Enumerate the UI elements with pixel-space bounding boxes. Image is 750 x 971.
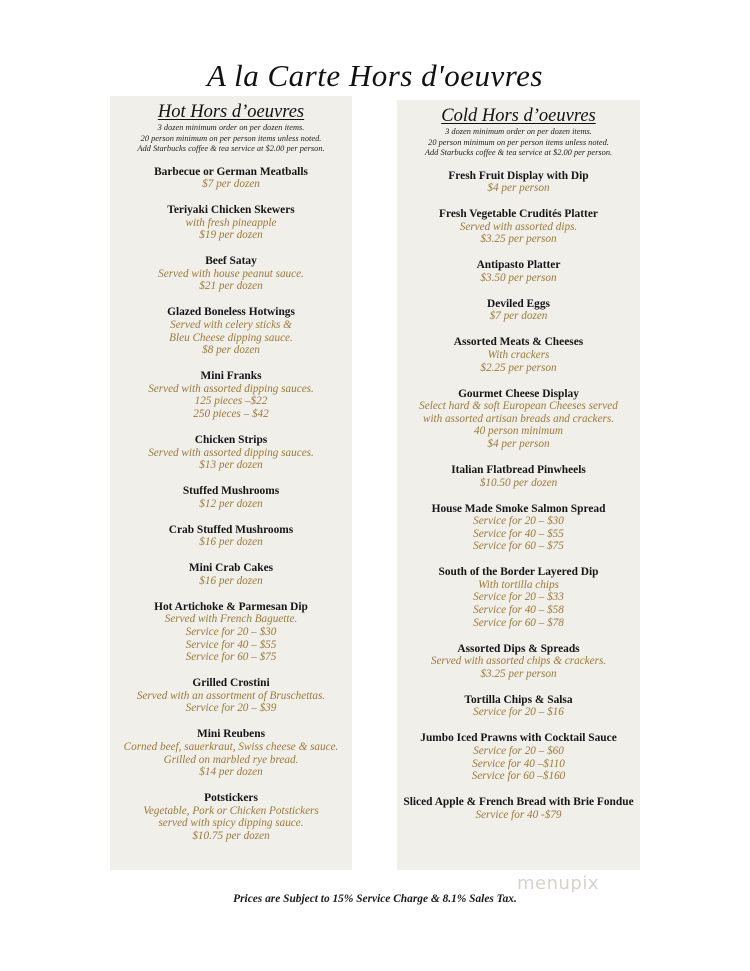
cold-note: 20 person minimum on per person items unless noted. — [428, 137, 609, 147]
menu-item-detail: With crackers — [487, 349, 550, 361]
cold-section-heading: Cold Hors d’oeuvres — [441, 106, 596, 126]
menu-item-detail: Service for 20 – $16 — [473, 706, 564, 719]
hot-hors-doeuvres-panel — [110, 96, 352, 870]
menu-item-detail: Service for 20 – $33 — [473, 591, 564, 604]
menu-item-detail: $16 per dozen — [199, 536, 263, 549]
menu-item-detail: Bleu Cheese dipping sauce. — [169, 331, 293, 344]
hot-note: 3 dozen minimum order on per dozen items. — [157, 123, 305, 132]
menu-item-name: South of the Border Layered Dip — [438, 566, 599, 579]
menu-item-detail: with assorted artisan breads and crackers. — [422, 412, 614, 425]
menu-item — [110, 677, 352, 715]
menu-item — [110, 306, 352, 356]
menu-item-name: Assorted Dips & Spreads — [457, 642, 580, 655]
menu-item-name: House Made Smoke Salmon Spread — [431, 502, 606, 515]
menu-item-name: Mini Reubens — [196, 728, 266, 741]
menu-item-detail: $12 per dozen — [199, 497, 263, 510]
menu-item — [397, 336, 640, 374]
menu-item-name: Teriyaki Chicken Skewers — [167, 204, 295, 217]
menu-item-detail: 125 pieces –$22 — [194, 395, 268, 408]
pricing-footnote: Prices are Subject to 15% Service Charge & 8.1% Sales Tax. — [233, 893, 517, 905]
menu-item — [110, 204, 352, 242]
menu-item — [397, 503, 640, 553]
menu-item-detail: $2.25 per person — [480, 361, 557, 374]
menu-item — [110, 792, 352, 842]
menu-item-detail: $3.50 per person — [480, 271, 557, 284]
menu-item — [397, 694, 640, 719]
page-title: A la Carte Hors d'oeuvres — [206, 58, 543, 93]
menu-item-detail: $21 per dozen — [199, 280, 263, 293]
menu-item — [110, 485, 352, 510]
menu-item — [110, 434, 352, 472]
cold-note: Add Starbucks coffee & tea service at $2.00 per person. — [424, 148, 613, 157]
menu-item-detail: Vegetable, Pork or Chicken Potstickers — [143, 804, 319, 817]
menu-item-detail: Service for 60 – $75 — [473, 540, 564, 553]
hot-note: 20 person minimum on per person items unless noted. — [140, 133, 322, 143]
menu-item-detail: Served with French Baguette. — [164, 613, 298, 626]
menu-item-detail: Served with celery sticks & — [170, 319, 292, 332]
menu-item-detail: Service for 40 – $55 — [473, 527, 564, 540]
menu-item-detail: $16 per dozen — [199, 574, 263, 587]
menu-item-detail: Corned beef, sauerkraut, Swiss cheese & sauce. — [123, 740, 339, 753]
menu-item-name: Chicken Strips — [194, 433, 268, 446]
menu-item-detail: Served with assorted dips. — [459, 220, 578, 233]
menu-item-detail: $10.50 per dozen — [479, 476, 558, 489]
menu-item — [397, 732, 640, 782]
menu-item-detail: $4 per person — [487, 182, 550, 195]
menu-item-name: Sliced Apple & French Bread with Brie Fondue — [403, 796, 634, 809]
menu-item-detail: Served with an assortment of Bruschettas. — [136, 689, 326, 702]
menu-item-detail: $7 per dozen — [489, 310, 548, 323]
menu-item-name: Hot Artichoke & Parmesan Dip — [154, 600, 308, 613]
menu-item-detail: Served with assorted dipping sauces. — [148, 382, 314, 395]
menu-item-detail: $10.75 per dozen — [192, 829, 270, 842]
menu-item — [110, 728, 352, 778]
menu-item — [397, 170, 640, 195]
menu-item — [110, 370, 352, 420]
menu-item-detail: $13 per dozen — [199, 459, 263, 472]
menu-item-name: Mini Crab Cakes — [188, 562, 274, 575]
menu-item — [397, 464, 640, 489]
menu-item — [397, 259, 640, 284]
menu-item-name: Assorted Meats & Cheeses — [453, 336, 584, 349]
menu-item-detail: Service for 20 – $30 — [185, 626, 277, 639]
menu-item-name: Deviled Eggs — [487, 297, 550, 310]
menu-item — [397, 643, 640, 681]
menu-item — [110, 166, 352, 191]
hot-section-heading: Hot Hors d’oeuvres — [157, 102, 305, 122]
menu-item-detail: Service for 20 – $60 — [473, 744, 564, 757]
menu-item-detail: 250 pieces – $42 — [193, 407, 269, 420]
menu-item-detail: Served with house peanut sauce. — [158, 267, 304, 280]
menu-item-detail: $4 per person — [487, 437, 550, 450]
menu-item-detail: $3.25 per person — [480, 667, 557, 680]
menu-item — [397, 566, 640, 629]
menu-item-detail: Select hard & soft European Cheeses served — [419, 400, 618, 413]
menu-item — [110, 524, 352, 549]
menu-item-name: Grilled Crostini — [192, 677, 270, 690]
cold-note: 3 dozen minimum order on per dozen items. — [445, 127, 592, 136]
menu-item-detail: Service for 60 –$160 — [471, 770, 566, 783]
menu-item-detail: 40 person minimum — [474, 425, 563, 438]
menu-item-detail: with fresh pineapple — [185, 216, 277, 229]
menu-item-detail: Service for 60 – $78 — [473, 616, 564, 629]
menu-item-detail: Service for 20 – $39 — [185, 702, 277, 715]
menu-item — [397, 208, 640, 246]
cold-items-list — [397, 170, 640, 822]
menu-item-name: Glazed Boneless Hotwings — [167, 306, 295, 319]
hot-items-list — [110, 166, 352, 843]
menu-item-detail: served with spicy dipping sauce. — [158, 817, 304, 830]
menu-item-detail: $8 per dozen — [202, 344, 260, 357]
menu-item — [397, 388, 640, 451]
menu-item-name: Mini Franks — [200, 370, 262, 383]
menu-item — [110, 601, 352, 664]
menu-item-detail: Service for 40 -$79 — [475, 808, 562, 821]
menu-item-detail: $19 per dozen — [199, 229, 263, 242]
menu-item-name: Potstickers — [204, 792, 258, 805]
menu-item-detail: With tortilla chips — [478, 578, 559, 591]
menu-item-detail: Service for 20 – $30 — [473, 515, 564, 528]
hot-notes — [110, 123, 352, 155]
menu-item-name: Beef Satay — [205, 255, 257, 268]
menu-item-detail: Service for 40 – $55 — [185, 638, 277, 651]
hot-note: Add Starbucks coffee & tea service at $2.00 per person. — [137, 144, 325, 153]
menu-item-detail: Served with assorted dipping sauces. — [148, 446, 314, 459]
menu-item-name: Antipasto Platter — [476, 259, 561, 272]
menu-item-name: Tortilla Chips & Salsa — [464, 693, 573, 706]
menu-item — [397, 796, 640, 821]
menu-item-name: Stuffed Mushrooms — [182, 485, 280, 498]
menu-item-detail: Served with assorted chips & crackers. — [430, 655, 607, 668]
menu-item — [110, 562, 352, 587]
menu-item-name: Barbecue or German Meatballs — [154, 165, 308, 178]
menu-item-name: Fresh Vegetable Crudités Platter — [439, 208, 598, 221]
menu-item-detail: $3.25 per person — [480, 233, 557, 246]
menu-item-name: Jumbo Iced Prawns with Cocktail Sauce — [420, 732, 617, 745]
menu-item — [110, 255, 352, 293]
menu-item-name: Crab Stuffed Mushrooms — [168, 523, 294, 536]
menu-item-name: Italian Flatbread Pinwheels — [451, 463, 586, 476]
menu-item-detail: $14 per dozen — [199, 766, 263, 779]
cold-notes — [397, 127, 640, 159]
menu-item-name: Fresh Fruit Display with Dip — [448, 169, 589, 182]
watermark: menupix — [517, 873, 600, 894]
menu-item — [397, 298, 640, 323]
menu-item-detail: Grilled on marbled rye bread. — [163, 753, 299, 766]
cold-hors-doeuvres-panel — [397, 100, 640, 870]
menu-item-detail: Service for 40 –$110 — [472, 757, 565, 770]
menu-item-detail: $7 per dozen — [202, 178, 260, 191]
menu-item-detail: Service for 60 – $75 — [185, 651, 277, 664]
menu-item-name: Gourmet Cheese Display — [458, 387, 579, 400]
menu-item-detail: Service for 40 – $58 — [473, 604, 564, 617]
